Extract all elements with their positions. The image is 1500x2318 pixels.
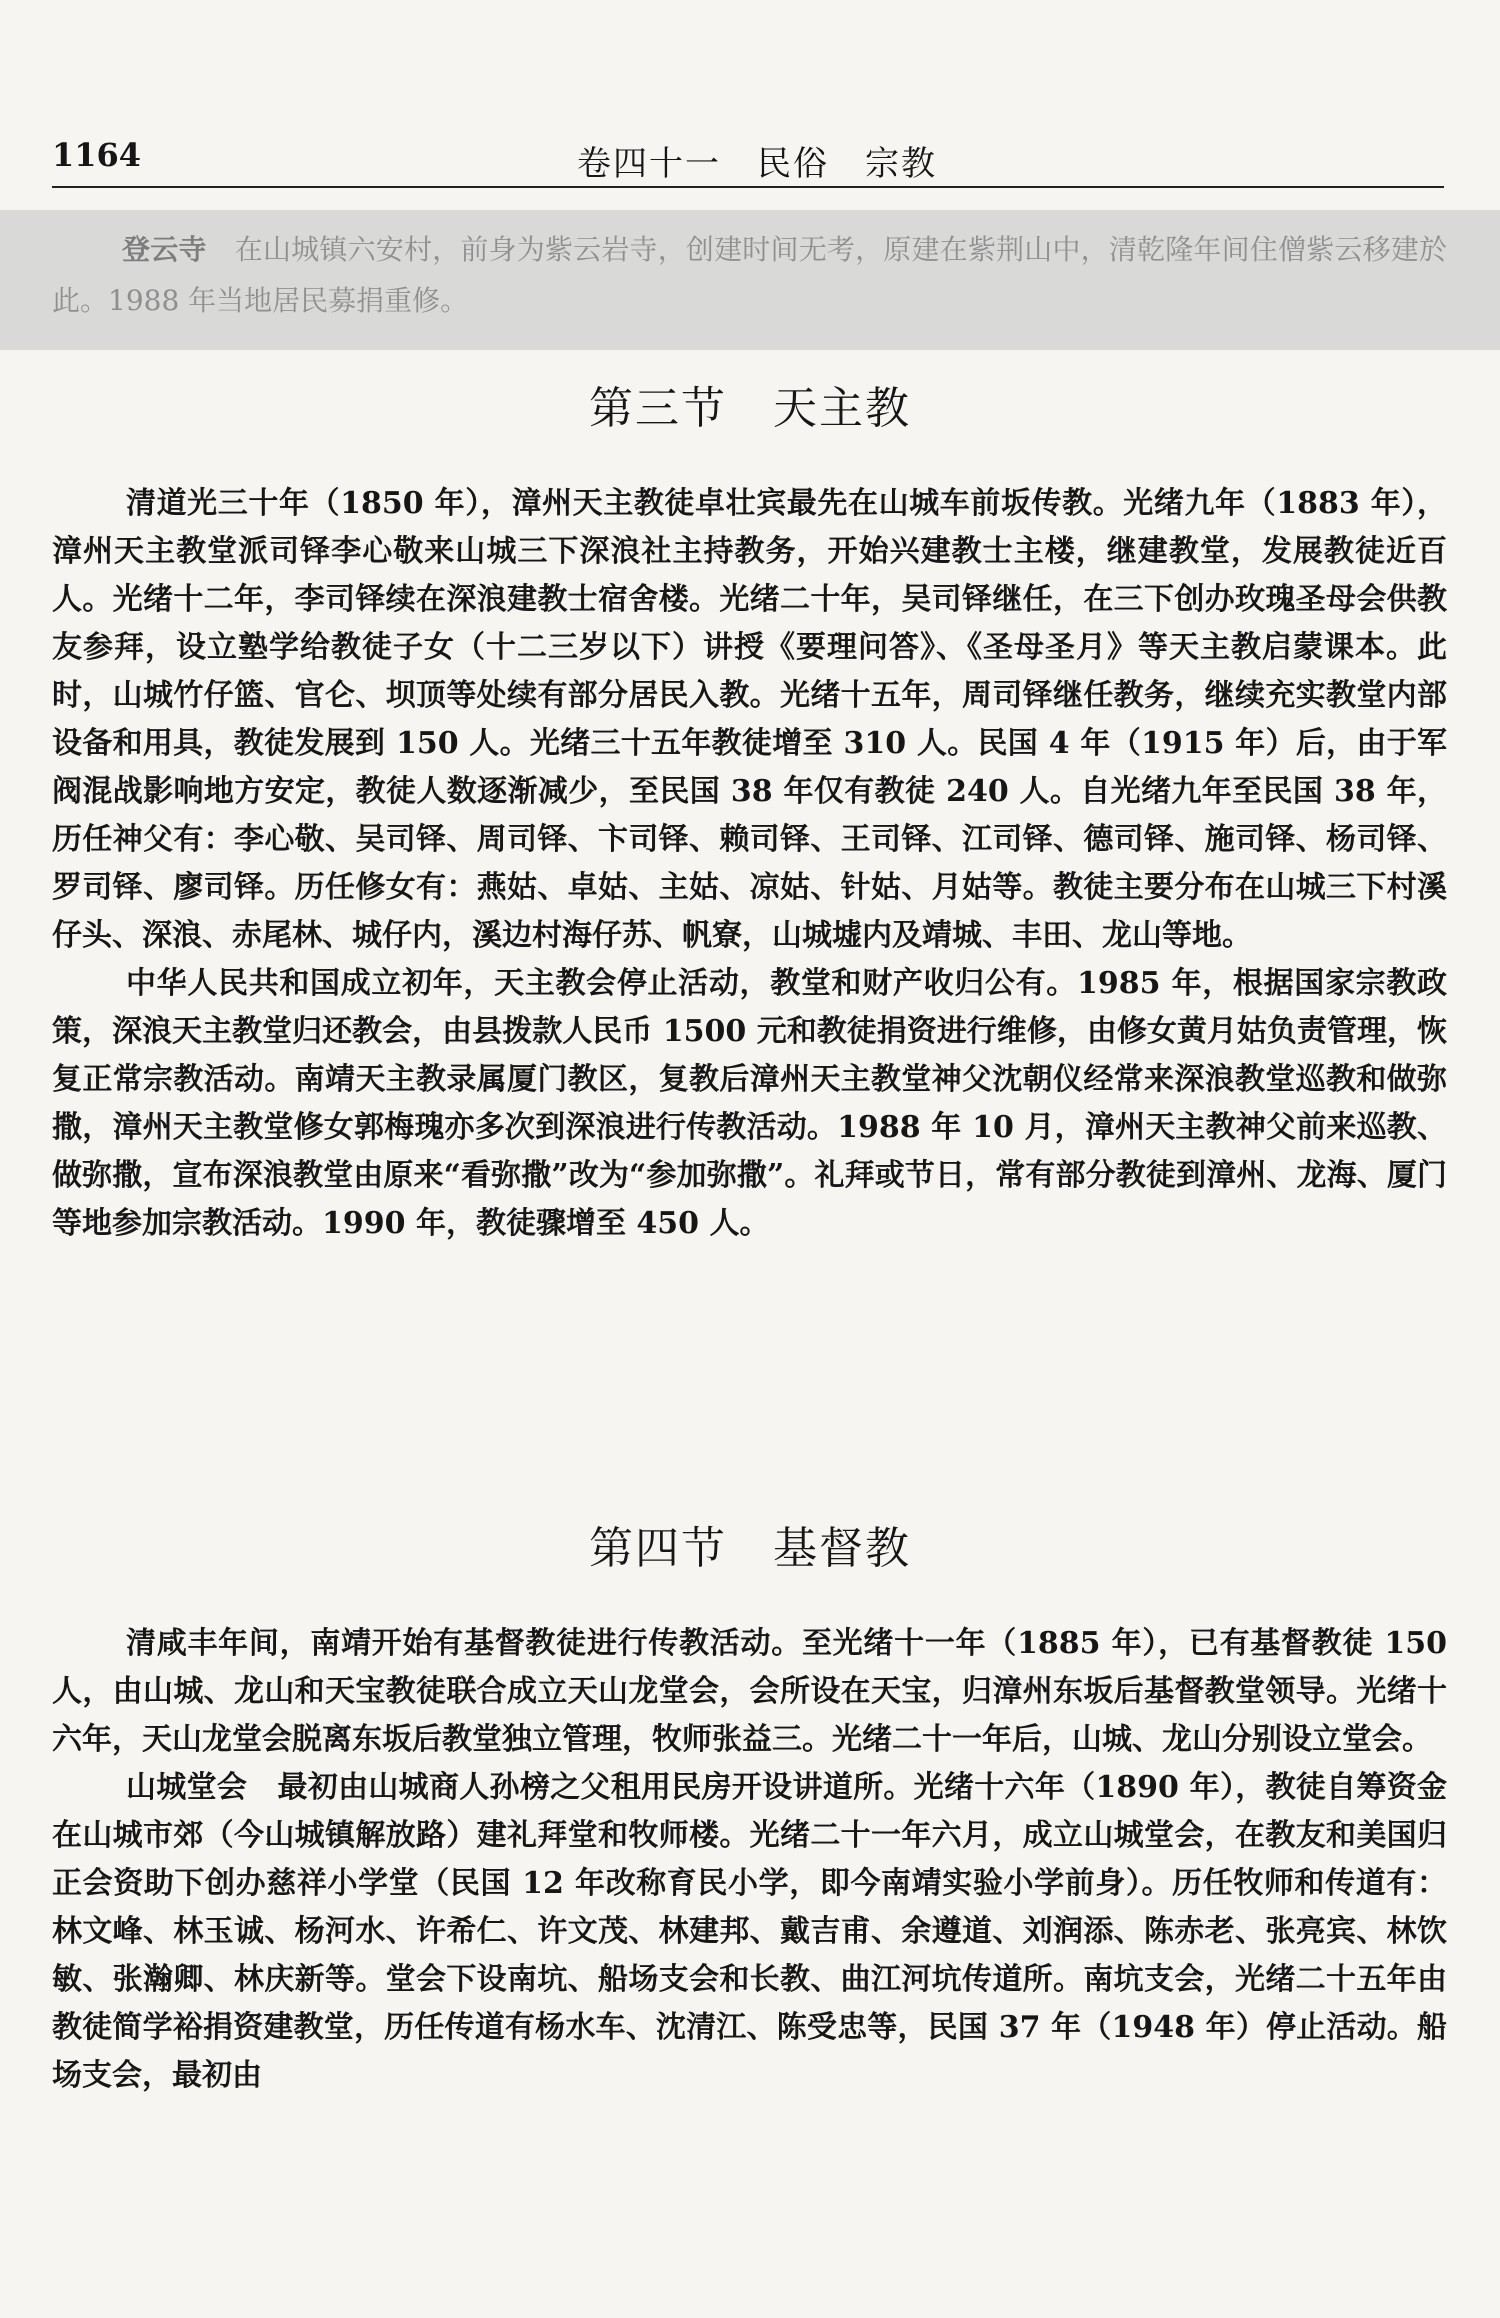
running-head-title: 卷四十一 民俗 宗教 [577,144,937,184]
section-body-catholicism [52,480,1447,1248]
paragraph [52,1764,1447,2100]
previous-entry-paragraph [52,224,1447,326]
entry-term-shancheng-church: 山城堂会 [126,1770,248,1805]
paragraph: 清咸丰年间，南靖开始有基督教徒进行传教活动。至光绪十一年（1885 年），已有基督教徒 150 人，由山城、龙山和天宝教徒联合成立天山龙堂会，会所设在天宝，归漳州东坂后基督教堂领导。光绪十六年，天山龙堂会脱离东坂后教堂独立管理，牧师张益三。光绪二十一年后，山城、龙山分别设立堂会。 [52,1626,1447,1757]
paragraph: 中华人民共和国成立初年，天主教会停止活动，教堂和财产收归公有。1985 年，根据国家宗教政策，深浪天主教堂归还教会，由县拨款人民币 1500 元和教徒捐资进行维修，由修女黄月姑负责管理，恢复正常宗教活动。南靖天主教录属厦门教区，复教后漳州天主教堂神父沈朝仪经常来深浪教堂巡教和做弥撒，漳州天主教堂修女郭梅瑰亦多次到深浪进行传教活动。1988 年 10 月，漳州天主教神父前来巡教、做弥撒，宣布深浪教堂由原来“看弥撒”改为“参加弥撒”。礼拜或节日，常有部分教徒到漳州、龙海、厦门等地参加宗教活动。1990 年，教徒骤增至 450 人。 [52,966,1447,1241]
section-title-catholicism: 第三节 天主教 [589,383,911,434]
section-body-protestantism [52,1620,1447,2100]
page-number: 1164 [52,136,142,174]
paragraph: 清道光三十年（1850 年），漳州天主教徒卓壮宾最先在山城车前坂传教。光绪九年（1883 年），漳州天主教堂派司铎李心敬来山城三下深浪社主持教务，开始兴建教士主楼，继建教堂，发展教徒近百人。光绪十二年，李司铎续在深浪建教士宿舍楼。光绪二十年，吴司铎继任，在三下创办玫瑰圣母会供教友参拜，设立塾学给教徒子女（十二三岁以下）讲授《要理问答》、《圣母圣月》等天主教启蒙课本。此时，山城竹仔篮、官仑、坝顶等处续有部分居民入教。光绪十五年，周司铎继任教务，继续充实教堂内部设备和用具，教徒发展到 150 人。光绪三十五年教徒增至 310 人。民国 4 年（1915 年）后，由于军阀混战影响地方安定，教徒人数逐渐减少，至民国 38 年仅有教徒 240 人。自光绪九年至民国 38 年，历任神父有：李心敬、吴司铎、周司铎、卞司铎、赖司铎、王司铎、江司铎、德司铎、施司铎、杨司铎、罗司铎、廖司铎。历任修女有：燕姑、卓姑、主姑、凉姑、针姑、月姑等。教徒主要分布在山城三下村溪仔头、深浪、赤尾林、城仔内，溪边村海仔苏、帆寮，山城墟内及靖城、丰田、龙山等地。 [52,486,1447,953]
running-head [52,136,1444,186]
previous-entry-term: 登云寺 [122,233,207,266]
header-rule [52,186,1444,188]
entry-text-shancheng-church: 最初由山城商人孙榜之父租用民房开设讲道所。光绪十六年（1890 年），教徒自筹资金在山城市郊（今山城镇解放路）建礼拜堂和牧师楼。光绪二十一年六月，成立山城堂会，在教友和美国归正会资助下创办慈祥小学堂（民国 12 年改称育民小学，即今南靖实验小学前身）。历任牧师和传道有：林文峰、林玉诚、杨河水、许希仁、许文茂、林建邦、戴吉甫、余遵道、刘润添、陈赤老、张亮宾、林饮敏、张瀚卿、林庆新等。堂会下设南坑、船场支会和长教、曲江河坑传道所。南坑支会，光绪二十五年由教徒简学裕捐资建教堂，历任传道有杨水车、沈清江、陈受忠等，民国 37 年（1948 年）停止活动。船场支会，最初由 [52,1770,1448,2093]
previous-entry-text: 在山城镇六安村，前身为紫云岩寺，创建时间无考，原建在紫荆山中，清乾隆年间住僧紫云移建於此。1988 年当地居民募捐重修。 [52,233,1447,317]
previous-entry-band [0,210,1500,350]
section-title-protestantism: 第四节 基督教 [589,1523,911,1574]
